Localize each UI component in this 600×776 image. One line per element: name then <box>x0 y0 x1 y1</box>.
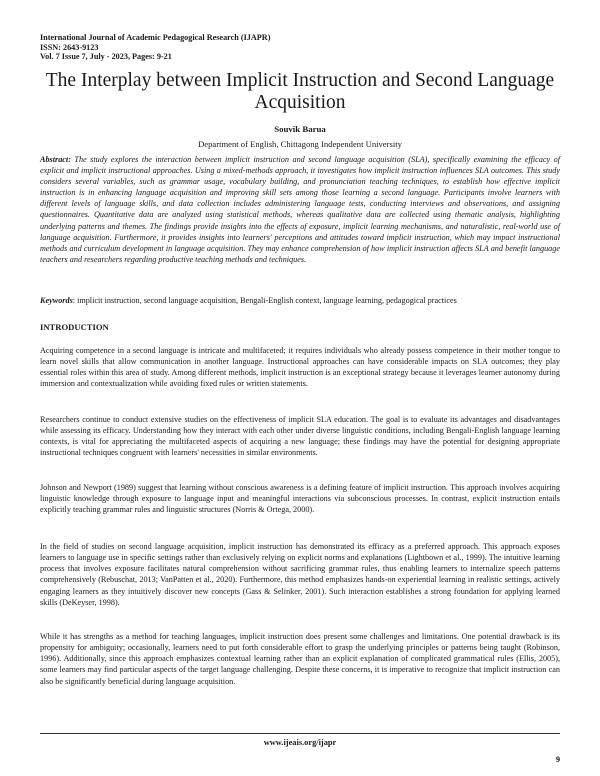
abstract-label: Abstract: <box>40 155 71 164</box>
article-title: The Interplay between Implicit Instruction and Second Language Acquisition <box>45 70 555 113</box>
author-name: Souvik Barua <box>274 124 326 134</box>
journal-volume: Vol. 7 Issue 7, July - 2023, Pages: 9-21 <box>40 52 172 62</box>
abstract-text: The study explores the interaction between implicit instruction and second language acquisition (SLA), specifically examining the efficacy of explicit and implicit instructional approaches. Using a mixed-methods approach, it investigates how implicit instruction influences SLA outcomes. This study considers several variables, such as grammar usage, vocabulary building, and pronunciation teaching techniques, to establish how effective implicit instruction is in enhancing language acquisition and improving skill sets among those learning a second language. Participants involve learners with different levels of language skills, and data collection includes administering language tests, conducting interviews and observations, and assigning questionnaires. Quantitative data are analyzed using statistical methods, whereas qualitative data are collected using thematic analysis, highlighting underlying patterns and themes. The findings provide insights into the effects of exposure, implicit learning mechanisms, and naturalistic, real-world use of language acquisition. Furthermore, it provides insights into learners' perceptions and attitudes toward implicit instruction, which may impact instructional methods and curriculum development in language acquisition. They may enhance comprehension of how implicit instruction affects SLA and benefit language teachers and researchers regarding productive teaching methods and techniques. <box>40 155 560 264</box>
page-number: 9 <box>555 755 560 764</box>
keywords-label: Keywords <box>40 296 73 305</box>
body-paragraph-1: Acquiring competence in a second language is intricate and multifaceted; it requires individuals who already possess competence in their mother tongue to learn novel skills that allow communication in another language. Instructional approaches can have considerable impacts on SLA outcomes; they play essential roles within this area of study. Among different methods, implicit instruction is an exceptional strategy because it leverages learner autonomy during immersion and contextualization while avoiding fixed rules or written statements. <box>40 346 560 389</box>
keywords <box>40 295 560 306</box>
body-paragraph-3: Johnson and Newport (1989) suggest that learning without conscious awareness is a defining feature of implicit instruction. This approach involves acquiring linguistic knowledge through exposure to language input and meaningful interactions via subconscious processes. In contrast, explicit instruction entails explicitly teaching grammar rules and linguistic structures (Norris & Ortega, 2000). <box>40 483 560 515</box>
section-heading: INTRODUCTION <box>40 322 109 332</box>
keywords-text: : implicit instruction, second language acquisition, Bengali-English context, language learning, pedagogical practices <box>72 296 457 305</box>
body-paragraph-5: While it has strengths as a method for teaching languages, implicit instruction does present some challenges and limitations. One potential drawback is its propensity for ambiguity; occasionally, learners need to put forth considerable effort to grasp the underlying principles or patterns being taught (Robinson, 1996). Additionally, since this approach emphasizes contextual learning rather than an explicit explanation of complicated grammatical rules (Ellis, 2005), some learners may find particular aspects of the target language challenging. Despite these concerns, it is imperative to recognize that implicit instruction can also be significantly beneficial during language acquisition. <box>40 632 560 686</box>
footer-divider <box>40 733 560 734</box>
author-affiliation: Department of English, Chittagong Independent University <box>198 139 402 149</box>
abstract <box>40 154 560 265</box>
body-paragraph-2: Researchers continue to conduct extensive studies on the effectiveness of implicit SLA education. The goal is to evaluate its advantages and disadvantages while assessing its efficacy. Understanding how they interact with each other under diverse linguistic conditions, including Bengali-English language learning contexts, is vital for appreciating the multifaceted aspects of acquiring a new language; these findings may have the potential for designing appropriate instructional techniques congruent with learners' necessities in similar environments. <box>40 415 560 458</box>
journal-name: International Journal of Academic Pedagogical Research (IJAPR) <box>40 33 271 42</box>
journal-issn: ISSN: 2643-9123 <box>40 42 99 52</box>
journal-header <box>40 33 270 62</box>
body-paragraph-4: In the field of studies on second language acquisition, implicit instruction has demonstrated its efficacy as a preferred approach. This approach exposes learners to language use in specific settings rather than exclusively relying on explicit norms and explanations (Lightbown et al., 1999). The intuitive learning process that involves exposure facilitates natural comprehension without sacrificing grammar rules, thus enabling learners to internalize speech patterns comprehensively (Rebuschat, 2013; VanPatten et al., 2020). Furthermore, this method emphasizes hands-on experiential learning in realistic settings, actively engaging learners as they intuitively discover new concepts (Gass & Selinker, 2001). Such interaction establishes a strong foundation for applying learned skills (DeKeyser, 1998). <box>40 542 560 607</box>
footer-url[interactable]: www.ijeais.org/ijapr <box>263 738 337 747</box>
